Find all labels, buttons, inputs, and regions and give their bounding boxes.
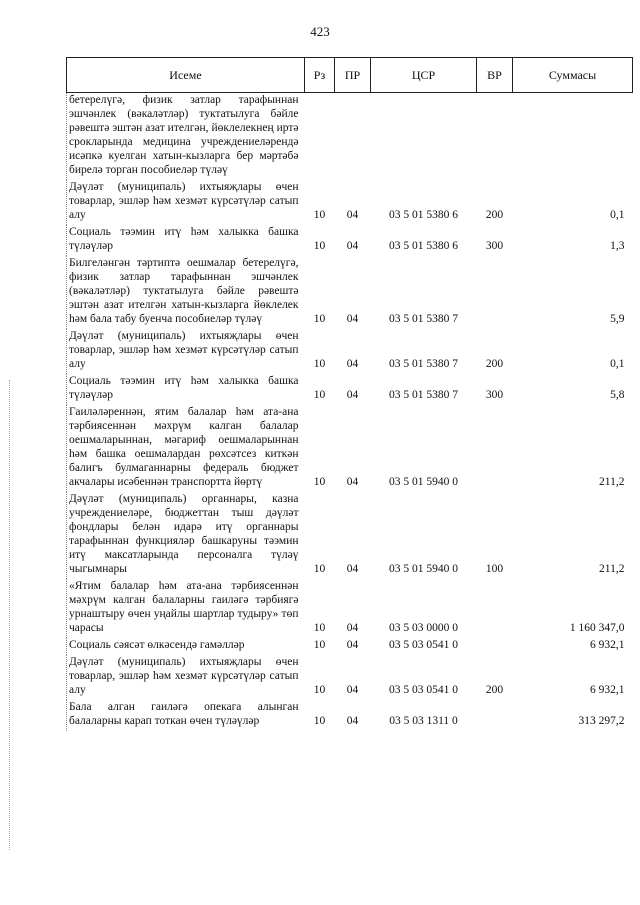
row-pr: 04 [346,240,359,252]
row-vr [477,256,513,329]
row-name: бетерелүгә, физик затлар тарафыннан эшчәнлек (вәкаләтләр) туктатылуга бәйле рәвештә эштән азат ителгән, йөклелекнең иртә срокларында медицина учреждениеләрендә исәпкә куелган хатын-кызларга бер мәртәбә бирелә торган пособиеләр түләү [67,93,305,181]
row-name: Дәүләт (муниципаль) органнары, казна учреждениеләре, бюджеттан тыш дәүләт фондлары белән идарә итү органнары тарафыннан функцияләр башкаруны тәэмин итү максатларында персоналга түләү чыгымнары [67,492,305,579]
row-rz: 10 [313,476,326,488]
row-vr [477,638,513,655]
row-name: Дәүләт (муниципаль) ихтыяҗлары өчен товарлар, эшләр һәм хезмәт күрсәтүләр сатып алу [67,329,305,374]
row-csr: 03 5 01 5380 7 [389,389,458,401]
row-pr: 04 [346,358,359,370]
row-rz: 10 [313,209,326,221]
row-csr: 03 5 01 5940 0 [389,563,458,575]
table-row [67,329,633,374]
row-sum: 6 932,1 [590,639,625,651]
row-sum: 5,8 [610,389,625,401]
table-row [67,93,633,181]
row-vr: 300 [485,389,504,401]
row-csr: 03 5 01 5380 6 [389,209,458,221]
row-name: Дәүләт (муниципаль) ихтыяҗлары өчен товарлар, эшләр һәм хезмәт күрсәтүләр сатып алу [67,180,305,225]
table-row [67,225,633,256]
table-row [67,374,633,405]
row-sum: 0,1 [610,209,625,221]
row-csr: 03 5 01 5380 6 [389,240,458,252]
row-csr: 03 5 01 5380 7 [389,313,458,325]
row-vr [477,93,513,181]
header-pr: ПР [335,58,371,93]
row-sum: 1,3 [610,240,625,252]
row-pr: 04 [346,622,359,634]
row-rz: 10 [313,715,326,727]
header-vr: ВР [477,58,513,93]
table-row [67,700,633,731]
row-vr [477,579,513,638]
row-rz: 10 [313,358,326,370]
row-vr: 200 [485,684,504,696]
row-name: «Ятим балалар һәм ата-ана тәрбиясеннән мәхрүм калган балаларны гаиләгә тәрбиягә урнаштыру өчен уңайлы шартлар тудыру» төп чарасы [67,579,305,638]
row-sum: 5,9 [610,313,625,325]
row-rz: 10 [313,684,326,696]
row-pr: 04 [346,209,359,221]
page-number: 423 [310,24,330,39]
row-name: Социаль тәэмин итү һәм халыкка башка түләүләр [67,225,305,256]
budget-table [66,57,633,731]
row-csr: 03 5 03 0000 0 [389,622,458,634]
row-rz: 10 [313,622,326,634]
row-sum: 0,1 [610,358,625,370]
table-row [67,405,633,492]
row-sum: 6 932,1 [590,684,625,696]
table-row [67,655,633,700]
table-row [67,638,633,655]
row-name: Дәүләт (муниципаль) ихтыяҗлары өчен товарлар, эшләр һәм хезмәт күрсәтүләр сатып алу [67,655,305,700]
row-sum: 1 160 347,0 [569,622,625,634]
header-name: Исеме [67,58,305,93]
row-pr: 04 [346,563,359,575]
table-row [67,579,633,638]
row-pr: 04 [346,639,359,651]
row-rz: 10 [313,639,326,651]
row-sum: 211,2 [599,476,625,488]
table-row [67,256,633,329]
row-vr [477,700,513,731]
row-vr: 200 [485,358,504,370]
row-name: Бала алган гаиләгә опекага алынган балаларны карап тоткан өчен түләүләр [67,700,305,731]
row-pr [335,93,371,181]
row-csr: 03 5 01 5940 0 [389,476,458,488]
row-csr: 03 5 03 1311 0 [389,715,458,727]
row-name: Социаль сәясәт өлкәсендә гамәлләр [67,638,305,655]
row-vr [477,405,513,492]
row-pr: 04 [346,389,359,401]
row-vr: 200 [485,209,504,221]
header-rz: Рз [305,58,335,93]
row-name: Билгеләнгән тәртиптә оешмалар бетерелүгә, физик затлар тарафыннан эшчәнлек (вәкаләтләр) туктатылуга бәйле рәвештә эштән азат ителгән хатын-кызларга йөклелек һәм бала табу буенча пособиеләр түләү [67,256,305,329]
table-header-row [67,58,633,93]
row-rz [305,93,335,181]
row-csr: 03 5 03 0541 0 [389,684,458,696]
row-rz: 10 [313,563,326,575]
table-row [67,180,633,225]
row-csr: 03 5 01 5380 7 [389,358,458,370]
row-vr: 100 [485,563,504,575]
row-vr: 300 [485,240,504,252]
row-name: Гаиләләреннән, ятим балалар һәм ата-ана тәрбиясеннән мәхрүм калган балалар оешмаларыннан, мәгариф оешмаларыннан һәм башка оешмалардан рөхсәтсез киткән балигъ булмаганнарны федераль бюджет акчалары исәбеннән транспортта йөртү [67,405,305,492]
row-rz: 10 [313,240,326,252]
header-sum: Суммасы [513,58,633,93]
margin-marks [9,380,12,850]
table-row [67,492,633,579]
row-csr: 03 5 03 0541 0 [389,639,458,651]
row-pr: 04 [346,684,359,696]
row-name: Социаль тәэмин итү һәм халыкка башка түләүләр [67,374,305,405]
row-rz: 10 [313,313,326,325]
row-pr: 04 [346,476,359,488]
row-rz: 10 [313,389,326,401]
row-sum: 211,2 [599,563,625,575]
row-pr: 04 [346,313,359,325]
row-pr: 04 [346,715,359,727]
header-csr: ЦСР [371,58,477,93]
row-sum [513,93,633,181]
row-sum: 313 297,2 [578,715,625,727]
row-csr [371,93,477,181]
